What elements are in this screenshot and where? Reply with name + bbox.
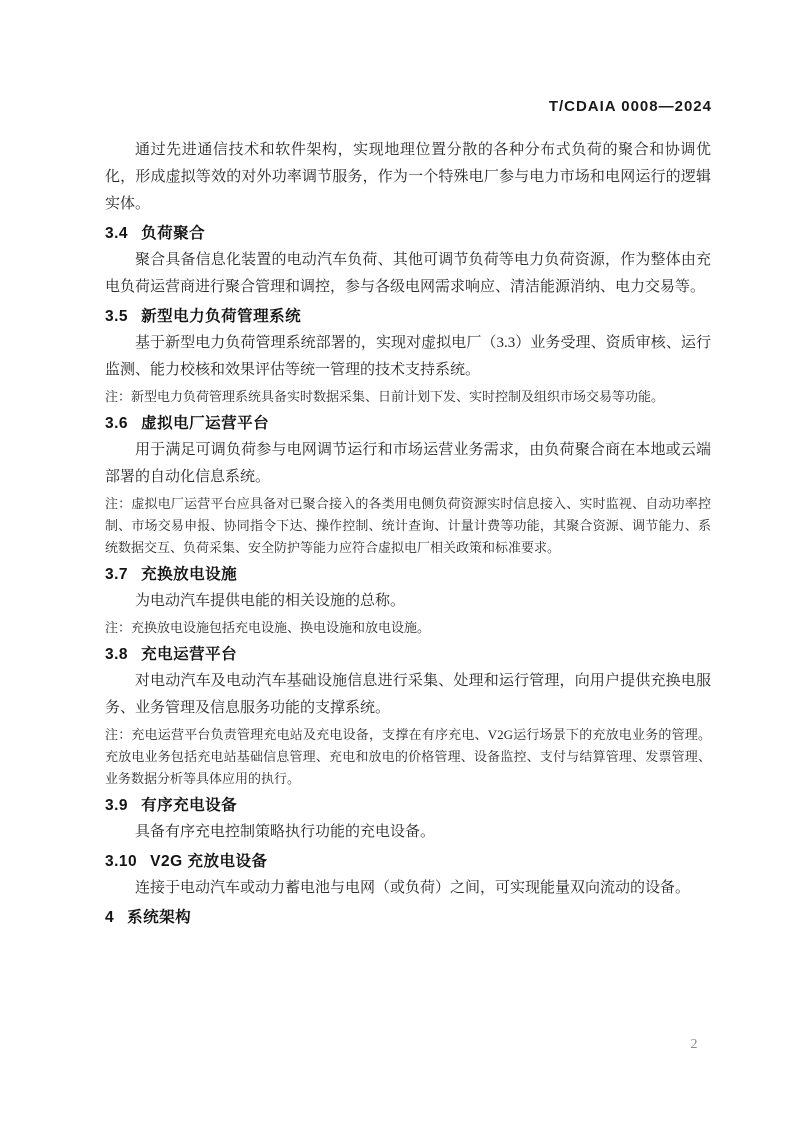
body-paragraph: 具备有序充电控制策略执行功能的充电设备。 xyxy=(135,824,436,840)
document-body xyxy=(105,137,711,931)
note-paragraph: 注：充电运营平台负责管理充电站及充电设备，支撑在有序充电、V2G运行场景下的充放电业务的管理。充放电业务包括充电站基础信息管理、充电和放电的价格管理、设备监控、支付与结算管理、发票管理、业务数据分析等具体应用的执行。 xyxy=(105,727,711,786)
body-paragraph: 聚合具备信息化装置的电动汽车负荷、其他可调节负荷等电力负荷资源，作为整体由充电负荷运营商进行聚合管理和调控，参与各级电网需求响应、清洁能源消纳、电力交易等。 xyxy=(105,252,711,295)
section-number: 3.7 xyxy=(105,566,129,583)
section-title: 负荷聚合 xyxy=(141,225,206,242)
section-title: 充电运营平台 xyxy=(141,646,238,663)
section-heading xyxy=(105,220,711,247)
section-heading xyxy=(105,561,711,588)
body-paragraph: 通过先进通信技术和软件架构，实现地理位置分散的各种分布式负荷的聚合和协调优化，形成虚拟等效的对外功率调节服务，作为一个特殊电厂参与电力市场和电网运行的逻辑实体。 xyxy=(105,142,711,212)
body-paragraph: 连接于电动汽车或动力蓄电池与电网（或负荷）之间，可实现能量双向流动的设备。 xyxy=(135,880,691,896)
section-heading xyxy=(105,410,711,437)
section-number: 3.5 xyxy=(105,308,129,325)
body-paragraph: 基于新型电力负荷管理系统部署的，实现对虚拟电厂（3.3）业务受理、资质审核、运行监测、能力校核和效果评估等统一管理的技术支持系统。 xyxy=(105,335,711,378)
section-number: 3.6 xyxy=(105,415,129,432)
section-number: 3.8 xyxy=(105,646,129,663)
note-paragraph: 注：虚拟电厂运营平台应具备对已聚合接入的各类用电侧负荷资源实时信息接入、实时监视、自动功率控制、市场交易申报、协同指令下达、操作控制、统计查询、计量计费等功能，其聚合资源、调节能力、系统数据交互、负荷采集、安全防护等能力应符合虚拟电厂相关政策和标准要求。 xyxy=(105,496,711,555)
body-paragraph: 为电动汽车提供电能的相关设施的总称。 xyxy=(135,593,406,609)
section-title: 系统架构 xyxy=(127,909,192,926)
note-paragraph: 注：充换放电设施包括充电设施、换电设施和放电设施。 xyxy=(105,620,431,635)
section-heading xyxy=(105,303,711,330)
section-title: 有序充电设备 xyxy=(141,797,238,814)
section-number: 3.10 xyxy=(105,853,138,870)
body-paragraph: 用于满足可调负荷参与电网调节运行和市场运营业务需求，由负荷聚合商在本地或云端部署的自动化信息系统。 xyxy=(105,442,711,485)
standard-code: T/CDAIA 0008—2024 xyxy=(548,98,712,115)
section-number: 4 xyxy=(105,909,115,926)
section-title: 虚拟电厂运营平台 xyxy=(141,415,270,432)
section-number: 3.4 xyxy=(105,225,129,242)
section-heading xyxy=(105,792,711,819)
section-heading xyxy=(105,848,711,875)
section-heading xyxy=(105,641,711,668)
page-number: 2 xyxy=(690,1037,698,1052)
section-title: 新型电力负荷管理系统 xyxy=(141,308,302,325)
note-paragraph: 注：新型电力负荷管理系统具备实时数据采集、日前计划下发、实时控制及组织市场交易等功能。 xyxy=(105,389,665,404)
section-title: V2G 充放电设备 xyxy=(150,853,268,870)
body-paragraph: 对电动汽车及电动汽车基础设施信息进行采集、处理和运行管理，向用户提供充换电服务、业务管理及信息服务功能的支撑系统。 xyxy=(105,673,711,716)
section-number: 3.9 xyxy=(105,797,129,814)
section-heading xyxy=(105,904,711,931)
section-title: 充换放电设施 xyxy=(141,566,238,583)
